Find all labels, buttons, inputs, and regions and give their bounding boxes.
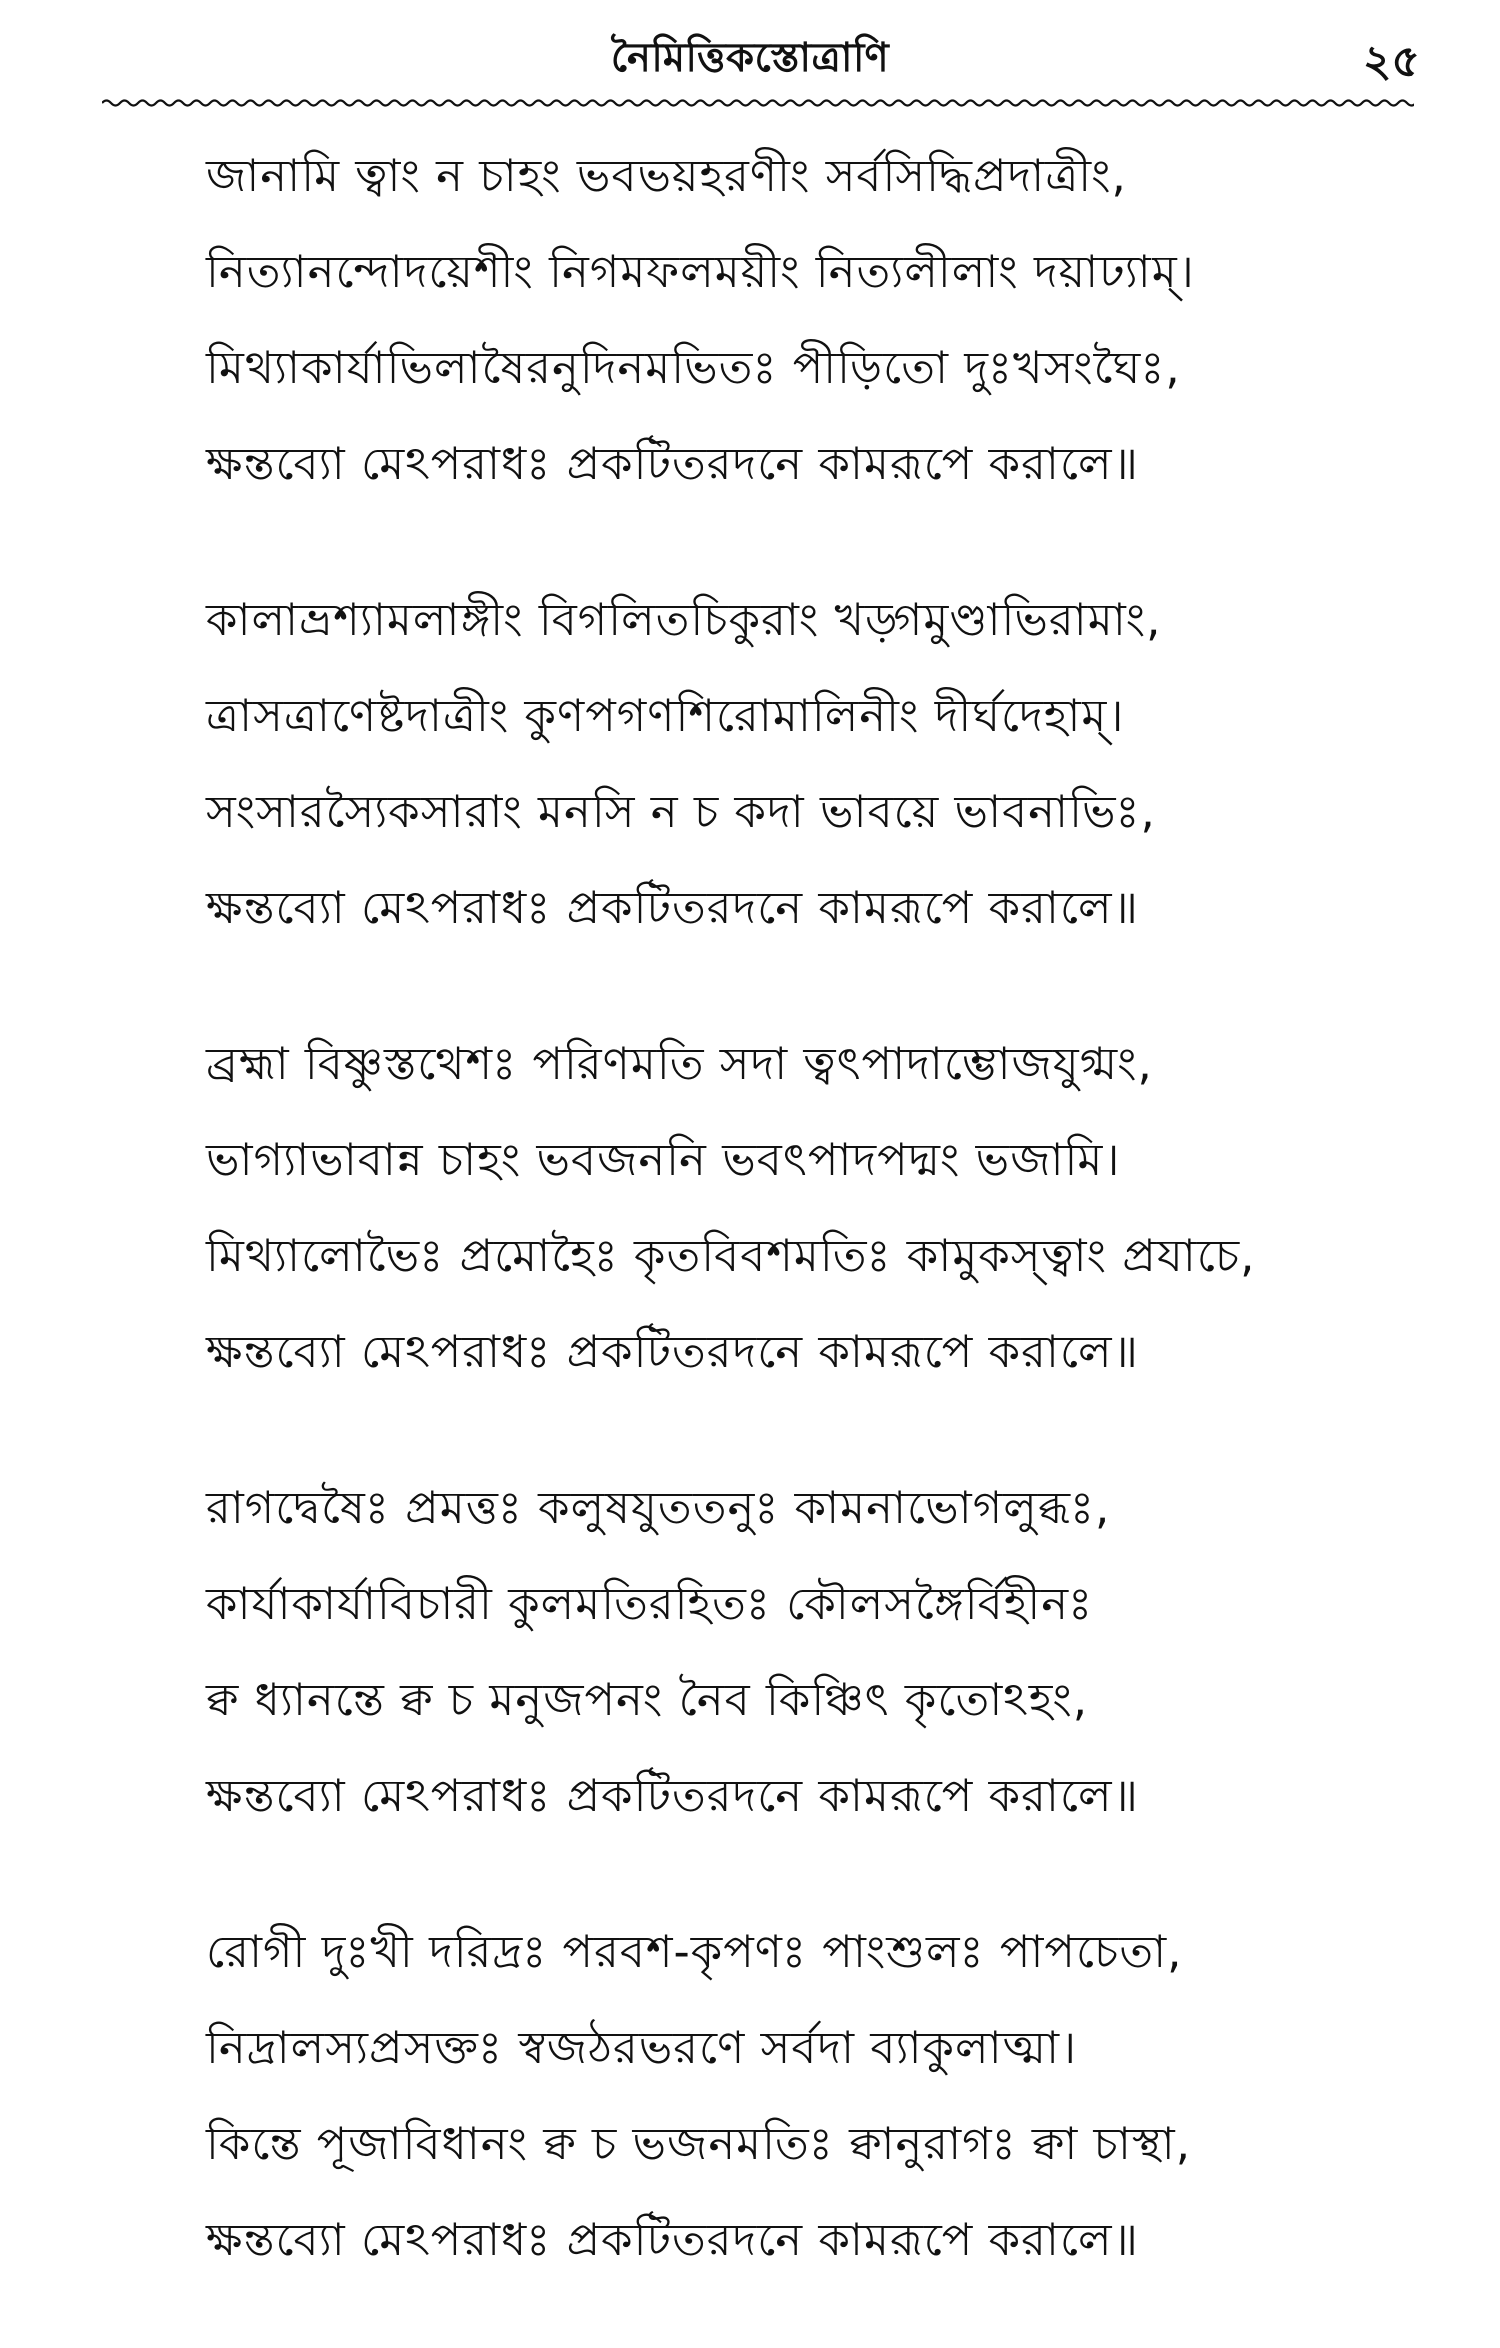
verse-line: রাগদ্বেষৈঃ প্রমত্তঃ কলুষযুততনুঃ কামনাভোগলুব্ধঃ, bbox=[206, 1481, 1111, 1534]
verse-line: নিত্যানন্দোদয়েশীং নিগমফলময়ীং নিত্যলীলাং দয়াঢ্যাম্। bbox=[206, 245, 1195, 298]
verse-line: রোগী দুঃখী দরিদ্রঃ পরবশ-কৃপণঃ পাংশুলঃ পাপচেতা, bbox=[206, 1925, 1183, 1978]
stanza-4 bbox=[206, 1460, 1466, 1844]
verse-line: নিদ্রালস্যপ্রসক্তঃ স্বজঠরভরণে সর্বদা ব্যাকুলাত্মা। bbox=[206, 2021, 1078, 2074]
verse-line: ত্রাসত্রাণেষ্টদাত্রীং কুণপগণশিরোমালিনীং দীর্ঘদেহাম্। bbox=[206, 689, 1125, 742]
verse-line: কিন্তে পূজাবিধানং ক্ব চ ভজনমতিঃ ক্বানুরাগঃ ক্বা চাস্থা, bbox=[206, 2117, 1192, 2170]
verse-line: মিথ্যাকার্যাভিলাষৈরনুদিনমভিতঃ পীড়িতো দুঃখসংঘৈঃ, bbox=[206, 341, 1181, 394]
running-header-title: নৈমিত্তিকস্তোত্রাণি bbox=[610, 35, 890, 81]
verse-refrain: ক্ষন্তব্যো মেঽপরাধঃ প্রকটিতরদনে কামরূপে করালে॥ bbox=[206, 2213, 1140, 2266]
verse-line: ভাগ্যাভাবান্ন চাহং ভবজননি ভবৎপাদপদ্মং ভজামি। bbox=[206, 1133, 1121, 1186]
stanza-1 bbox=[206, 128, 1466, 512]
page-number: ২৫ bbox=[1362, 36, 1420, 87]
verse-line: ক্ব ধ্যানন্তে ক্ব চ মনুজপনং নৈব কিঞ্চিৎ কৃতোঽহং, bbox=[206, 1673, 1089, 1726]
verse-line: কার্যাকার্যাবিচারী কুলমতিরহিতঃ কৌলসঙ্গৈর্বিহীনঃ bbox=[206, 1577, 1094, 1630]
verse-line: জানামি ত্বাং ন চাহং ভবভয়হরণীং সর্বসিদ্ধিপ্রদাত্রীং, bbox=[206, 149, 1127, 202]
verse-refrain: ক্ষন্তব্যো মেঽপরাধঃ প্রকটিতরদনে কামরূপে করালে॥ bbox=[206, 1769, 1140, 1822]
stanza-3 bbox=[206, 1016, 1466, 1400]
wavy-header-rule bbox=[102, 94, 1414, 112]
stanza-5 bbox=[206, 1904, 1466, 2288]
verse-line: কালাভ্রশ্যামলাঙ্গীং বিগলিতচিকুরাং খড়্গমুণ্ডাভিরামাং, bbox=[206, 593, 1162, 646]
verse-line: সংসারস্যৈকসারাং মনসি ন চ কদা ভাবয়ে ভাবনাভিঃ, bbox=[206, 785, 1156, 838]
verse-refrain: ক্ষন্তব্যো মেঽপরাধঃ প্রকটিতরদনে কামরূপে করালে॥ bbox=[206, 1325, 1140, 1378]
verse-line: মিথ্যালোভৈঃ প্রমোহৈঃ কৃতবিবশমতিঃ কামুকস্ত্বাং প্রযাচে, bbox=[206, 1229, 1256, 1282]
verse-refrain: ক্ষন্তব্যো মেঽপরাধঃ প্রকটিতরদনে কামরূপে করালে॥ bbox=[206, 881, 1140, 934]
verse-line: ব্রহ্মা বিষ্ণুস্তথেশঃ পরিণমতি সদা ত্বৎপাদাম্ভোজযুগ্মং, bbox=[206, 1037, 1153, 1090]
stanza-2 bbox=[206, 572, 1466, 956]
verse-refrain: ক্ষন্তব্যো মেঽপরাধঃ প্রকটিতরদনে কামরূপে করালে॥ bbox=[206, 437, 1140, 490]
verse-body bbox=[206, 128, 1466, 2348]
